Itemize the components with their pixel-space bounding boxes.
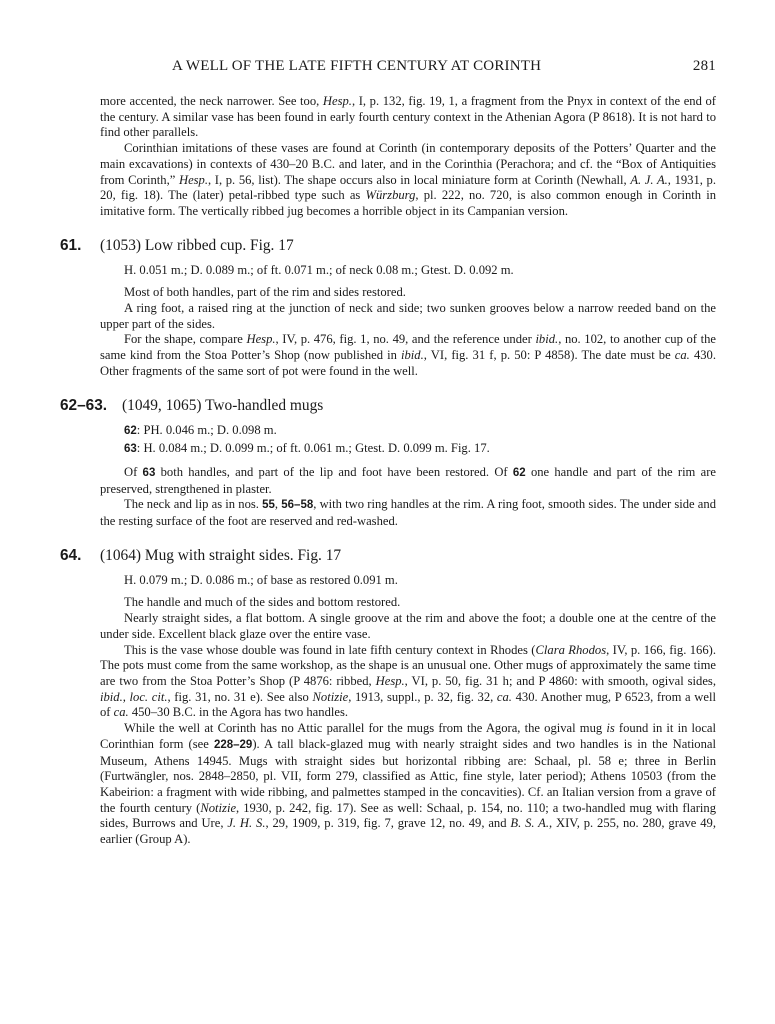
text-run: The neck and lip as in nos. (124, 497, 263, 512)
text-run: , (274, 497, 282, 512)
text-run: The handle and much of the sides and bottom restored. (124, 595, 401, 610)
paragraph (100, 441, 716, 458)
bold-reference: 63 (142, 466, 156, 479)
text-run: both handles, and part of the lip and foot have been restored. Of (155, 464, 513, 479)
text-run: , VI, fig. 31 f, p. 50: P 4858). The date must be (423, 348, 675, 363)
text-run: Nearly straight sides, a flat bottom. A single groove at the rim and above the foot; a double one at the centre of the under side. Excellent black glaze over the entire vase. (100, 611, 716, 641)
entry-heading (60, 546, 716, 565)
text-run: While the well at Corinth has no Attic parallel for the mugs from the Agora, the ogival mug (124, 721, 607, 736)
italic-text: Clara Rhodos (535, 642, 607, 657)
text-run: , 29, 1909, p. 319, fig. 7, grave 12, no. 49, and (265, 816, 511, 831)
bold-reference: 56–58 (281, 499, 314, 512)
bold-reference: 55 (262, 499, 275, 512)
text-run: , I, p. 56, list). The shape occurs also in local miniature form at Corinth (Newhall, (208, 172, 631, 187)
entry-number: 62–63. (60, 396, 108, 414)
italic-text: ca. (674, 348, 690, 363)
text-run: 430. Another mug, P 6523, from a well of (100, 689, 716, 720)
italic-text: J. H. S. (227, 816, 266, 831)
paragraph (100, 497, 716, 529)
entry-title: (1049, 1065) Two-handled mugs (122, 396, 324, 414)
text-run: For the shape, compare (124, 332, 247, 347)
entry-title: (1064) Mug with straight sides. Fig. 17 (100, 546, 342, 564)
paragraph (100, 332, 716, 379)
text-run: , IV, p. 476, fig. 1, no. 49, and the reference under (275, 332, 536, 347)
paragraph (100, 721, 716, 848)
text-run: , fig. 31, no. 31 e). See also (167, 689, 313, 704)
paragraph (100, 141, 716, 220)
text-run: , 1930, p. 242, fig. 17). See as well: Schaal, p. 154, no. 110; a two-handled mug with flaring sides, Burrows and Ure, (100, 800, 716, 831)
text-run: , 1931, p. 20, fig. 18). The (later) petal-ribbed type such as (100, 172, 716, 203)
text-run: : PH. 0.046 m.; D. 0.098 m. (136, 422, 277, 437)
text-run: , I, p. 132, fig. 19, 1, a fragment from the Pnyx in context of the end of the century. A similar vase has been found in early fourth century context in the Athenian Agora (P 8618). It is not hard to find other parallels. (100, 94, 717, 140)
italic-text: Hesp. (246, 332, 276, 347)
entry-title: (1053) Low ribbed cup. Fig. 17 (100, 236, 294, 254)
text-run: , IV, p. 166, fig. 166). The pots must come from the same workshop, as the shape is an unusual one. Other mugs of approximately the same time are two from the Stoa Potter’s Shop (P 4876: ribbed, (100, 642, 716, 688)
text-run: , VI, p. 50, fig. 31 h; and P 4860: with smooth, ogival sides, (404, 673, 716, 688)
running-title: A WELL OF THE LATE FIFTH CENTURY AT CORINTH (172, 58, 542, 74)
paragraph (100, 285, 716, 301)
text-run: , 1913, suppl., p. 32, fig. 32, (348, 689, 497, 704)
italic-text: ca. (496, 689, 512, 704)
text-run: more accented, the neck narrower. See too, (100, 94, 323, 108)
text-run: A ring foot, a raised ring at the junction of neck and side; two sunken grooves below a narrow reeded band on the upper part of the sides. (100, 301, 716, 331)
text-run: Most of both handles, part of the rim and sides restored. (124, 285, 406, 300)
italic-text: is (606, 721, 615, 736)
entry-heading (60, 236, 716, 255)
italic-text: Notizie (200, 800, 237, 815)
italic-text: Hesp. (375, 673, 405, 688)
bold-reference: 228–29 (213, 738, 253, 751)
page-number: 281 (692, 58, 716, 74)
paragraph (100, 263, 716, 279)
text-run: , XIV, p. 255, no. 280, grave 49, earlier (Group A). (100, 816, 716, 847)
text-run: This is the vase whose double was found in late fifth century context in Rhodes ( (124, 642, 536, 657)
text-run: Corinthian imitations of these vases are found at Corinth (in contemporary deposits of the Potters’ Quarter and the main excavations) in contexts of 430–20 B.C. and later, and in the Corinthia (Perachora; and cf. the “Box of Antiquities from Corinth,” (100, 141, 716, 187)
entry-heading (60, 396, 716, 415)
bold-reference: 62 (512, 466, 526, 479)
text-run: , pl. 222, no. 720, is also common enough in Corinth in imitative form. The vertically ribbed jug becomes a horrible object in its Campanian version. (100, 188, 716, 218)
text-run: found in it in local Corinthian form (see (100, 721, 716, 751)
italic-text: ca. (113, 705, 129, 720)
paragraph (100, 465, 716, 497)
text-run: Of (124, 464, 143, 479)
text-run: one handle and part of the rim are preserved, strengthened in plaster. (100, 464, 716, 496)
paragraph (100, 573, 716, 589)
italic-text: Notizie (312, 689, 349, 704)
text-run: 450–30 B.C. in the Agora has two handles. (128, 705, 349, 720)
text-run: , with two ring handles at the rim. A ring foot, smooth sides. The under side and the resting surface of the foot are reserved and red-washed. (100, 497, 716, 529)
italic-text: ibid. (535, 332, 559, 347)
italic-text: B. S. A. (510, 816, 549, 831)
bold-reference: 62 (124, 424, 137, 437)
entry-number: 64. (60, 546, 82, 564)
paragraph (100, 423, 716, 440)
text-run: : H. 0.084 m.; D. 0.099 m.; of ft. 0.061 m.; Gtest. D. 0.099 m. Fig. 17. (136, 441, 490, 456)
italic-text: A. J. A. (630, 172, 668, 187)
italic-text: ibid. (401, 348, 424, 363)
text-run: H. 0.051 m.; D. 0.089 m.; of ft. 0.071 m.; of neck 0.08 m.; Gtest. D. 0.092 m. (124, 262, 514, 277)
paragraph (100, 94, 716, 141)
paragraph (100, 595, 716, 611)
page-body (60, 94, 717, 848)
italic-text: Hesp. (178, 172, 208, 187)
italic-text: Hesp. (322, 94, 352, 108)
paragraph (100, 643, 716, 722)
text-run: ). A tall black-glazed mug with nearly straight sides and two handles is in the National Museum, Athens 14945. Mugs with straight sides but horizontal ribbing are: Schaal, pl. 58 e; three in Berlin (Furtwängler, nos. 2848–2850, pl. VII, form 279, classified as Attic, fine style, later period); Athens 10503 (from the Kabeirion: a fragment with wide ribbing, and palmettes stamped in the concavities). Cf. an Italian version from a grave of the fourth century ( (100, 736, 716, 815)
text-run: H. 0.079 m.; D. 0.086 m.; of base as restored 0.091 m. (124, 572, 398, 587)
text-run: 430. Other fragments of the same sort of pot were found in the well. (100, 348, 716, 378)
entry-number: 61. (60, 236, 82, 254)
italic-text: Würzburg (365, 188, 416, 203)
text-run: , no. 102, to another cup of the same kind from the Stoa Potter’s Shop (now published in (100, 332, 716, 363)
paragraph (100, 611, 716, 642)
running-header (100, 58, 716, 80)
italic-text: ibid., loc. cit. (100, 689, 168, 704)
paragraph (100, 301, 716, 332)
bold-reference: 63 (124, 443, 137, 456)
